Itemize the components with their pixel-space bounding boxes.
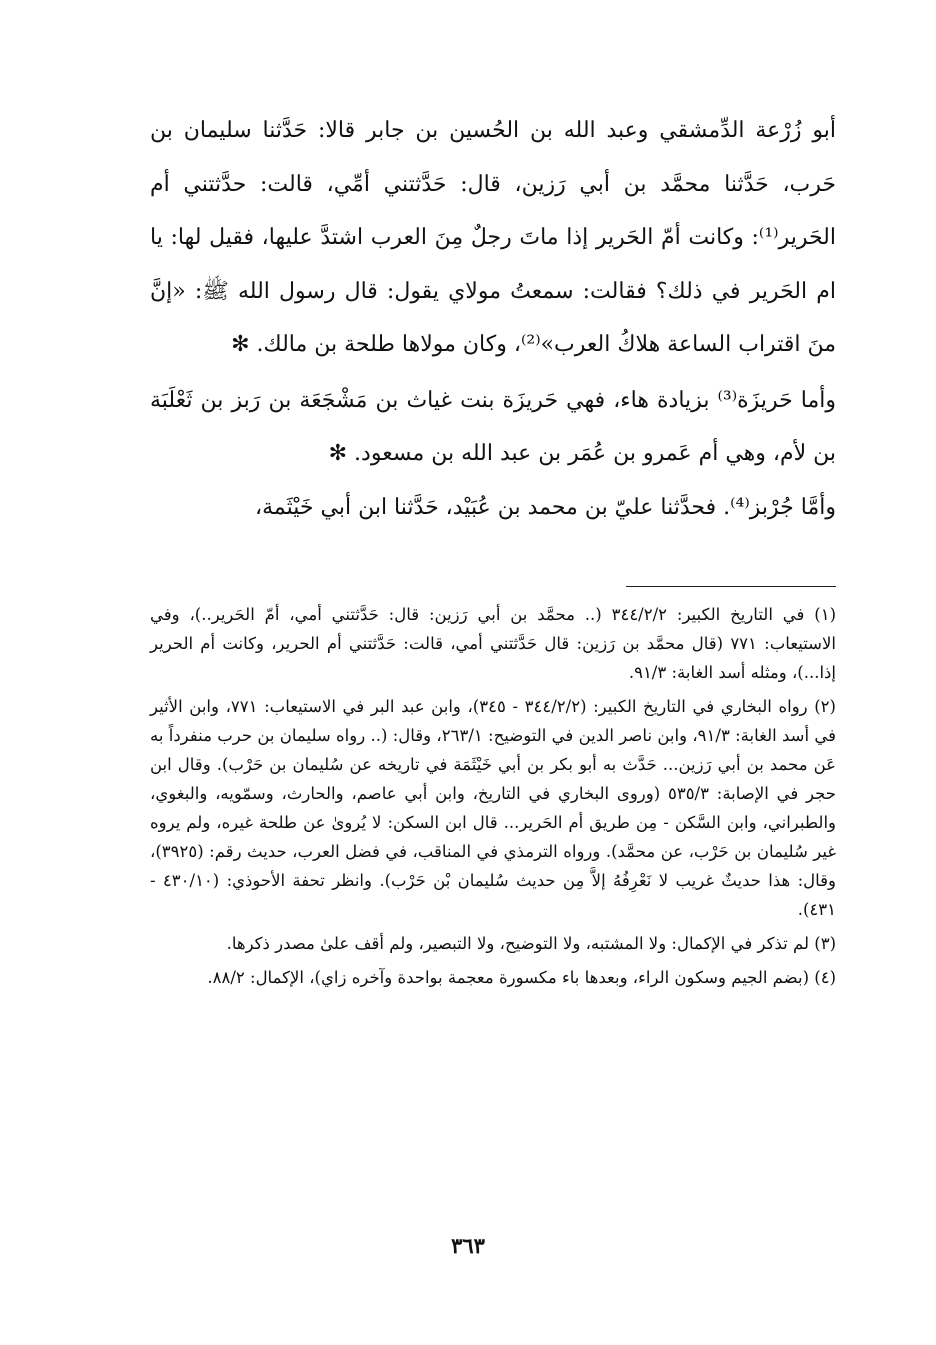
footnote-2: (٢) رواه البخاري في التاريخ الكبير: (٣٤٤/٢/٢ - ٣٤٥)، وابن عبد البر في الاستيعاب: ٧٧١، وابن الأثير في أسد الغابة: ٩١/٣، وابن ناصر الدين في التوضيح: ٢٦٣/١، وقال: (.. رواه سليمان بن حرب منفرداً به عَن محمد بن أبي رَزين... حَدَّث به أبو بكر بن أبي خَيْثَمَة في تاريخه عن سُليمان بن حَرْب). وقال ابن حجر في الإصابة: ٥٣٥/٣ (وروى البخاري في التاريخ، وابن أبي عاصم، والحارث، وسمّويه، والبغوي، والطبراني، وابن السَّكن - مِن طريق أم الحَرير... قال ابن السكن: لا يُروىٰ عن طلحة غيره، ولم يروه غير سُليمان بن حَرْب، عن محمَّد). ورواه الترمذي في المناقب، في فضل العرب، حديث رقم: (٣٩٢٥)، وقال: هذا حديثٌ غريب لا نَعْرِفُهُ إلاَّ مِن حديث سُليمان بْن حَرْب). وانظر تحفة الأحوذي: (٤٣٠/١٠ - ٤٣١). [150,697,836,919]
footnote-4: (٤) (بضم الجيم وسكون الراء، وبعدها باء مكسورة معجمة بواحدة وآخره زاي)، الإكمال: ٨٨/٢. [207,968,836,987]
paragraph-1: أبو زُرْعة الدِّمشقي وعبد الله بن الحُسين بن جابر قالا: حَدَّثنا سليمان بن حَرب، حَدَّثنا محمَّد بن أبي رَزين، قال: حَدَّثتني أمِّي، قالت: حدَّثتني أم الحَرير⁽¹⁾: وكانت أمّ الحَرير إذا ماتَ رجلٌ مِنَ العرب اشتدَّ عليها، فقيل لها: يا ام الحَرير في ذلك؟ فقالت: سمعتُ مولاي يقول: قال رسول الله ﷺ: «إنَّ منَ اقتراب الساعة هلاكُ العرب»⁽²⁾، وكان مولاها طلحة بن مالك. ✻ [150,118,837,357]
footnotes [150,600,836,997]
page-number: ٣٦٣ [451,1233,485,1258]
footnote-separator [626,586,836,587]
paragraph-2: وأما حَريزَة⁽³⁾ بزيادة هاء، فهي حَريزَة بنت غياث بن مَشْجَعَة بن رَبز بن ثَعْلَبَة بن لأم، وهي أم عَمرو بن عُمَر بن عبد الله بن مسعود. ✻ [150,387,836,466]
footnote-3: (٣) لم تذكر في الإكمال: ولا المشتبه، ولا التوضيح، ولا التبصير، ولم أقف علىٰ مصدر ذكرها. [226,934,836,953]
paragraph-3: وأمَّا جُرْبز⁽⁴⁾. فحدَّثنا عليّ بن محمد بن عُبَيْد، حَدَّثنا ابن أبي خَيْثَمة، [255,494,836,520]
footnote-1: (١) في التاريخ الكبير: ٣٤٤/٢/٢ (.. محمَّد بن أبي رَزين: قال: حَدَّثتني أمي، أمّ الحَرير..)، وفي الاستيعاب: ٧٧١ (قال محمَّد بن رَزين: قال حَدَّثتني أمي، قالت: حَدَّثتني أم الحرير، وكانت أم الحرير إذا...)، ومثله أسد الغابة: ٩١/٣. [150,605,837,682]
main-text [150,104,836,534]
